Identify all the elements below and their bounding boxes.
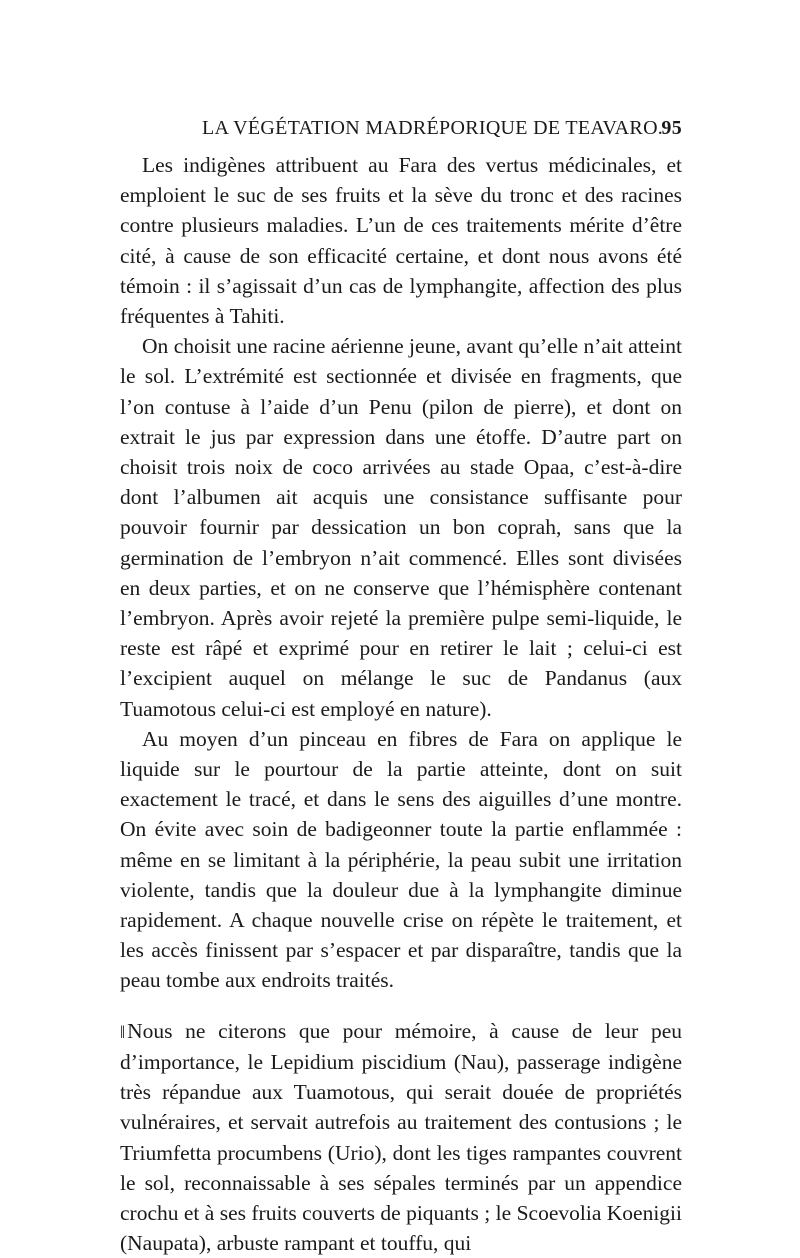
paragraph-preparation: On choisit une racine aérienne jeune, avant qu’elle n’ait atteint le sol. L’extrémité est sectionnée et divisée en fragments, que l’on contuse à l’aide d’un Penu (pilon de pierre), et dont on extrait le jus par expression dans une étoffe. D’autre part on choisit trois noix de coco arrivées au stade Opaa, c’est-à-dire dont l’albumen ait acquis une consistance suffisante pour pouvoir fournir par dessication un bon coprah, sans que la germination de l’embryon n’ait commencé. Elles sont divisées en deux parties, et on ne conserve que l’hémisphère contenant l’embryon. Après avoir rejeté la première pulpe semi-liquide, le reste est râpé et exprimé pour en retirer le lait ; celui-ci est l’excipient auquel on mélange le suc de Pandanus (aux Tuamotous celui-ci est employé en nature). — [120, 334, 682, 721]
paragraph-fara-remedies: Les indigènes attribuent au Fara des vertus médicinales, et emploient le suc de ses fruits et la sève du tronc et des racines contre plusieurs maladies. L’un de ces traitements mérite d’être cité, à cause de son efficacité certaine, et dont nous avons été témoin : il s’agissait d’un cas de lymphangite, affection des plus fréquentes à Tahiti. — [120, 153, 682, 329]
running-title: LA VÉGÉTATION MADRÉPORIQUE DE TEAVARO. — [202, 117, 664, 139]
running-header — [120, 117, 682, 147]
page-number: 95 — [661, 117, 682, 139]
paragraph-other-plants-text: Nous ne citerons que pour mémoire, à cause de leur peu d’importance, le Lepidium piscidium (Nau), passerage indigène très répandue aux Tuamotous, qui serait douée de propriétés vulnéraires, et servait autrefois au traitement des contusions ; le Triumfetta procumbens (Urio), dont les tiges rampantes couvrent le sol, reconnaissable à ses sépales terminés par un appendice crochu et à ses fruits couverts de piquants ; le Scoevolia Koenigii (Naupata), arbuste rampant et touffu, qui — [120, 1018, 682, 1256]
paragraph-application: Au moyen d’un pinceau en fibres de Fara on applique le liquide sur le pourtour de la partie atteinte, dont on suit exactement le tracé, et dans le sens des aiguilles d’une montre. On évite avec soin de badigeonner toute la partie enflammée : même en se limitant à la périphérie, la peau subit une irritation violente, tandis que la douleur due à la lymphangite diminue rapidement. A chaque nouvelle crise on répète le traitement, et les accès finissent par s’espacer et par disparaître, tandis que la peau tombe aux endroits traités. — [120, 726, 682, 993]
body-text — [120, 150, 682, 1258]
paragraph-other-plants — [120, 1016, 682, 1258]
margin-mark: ‖ — [120, 1021, 126, 1042]
